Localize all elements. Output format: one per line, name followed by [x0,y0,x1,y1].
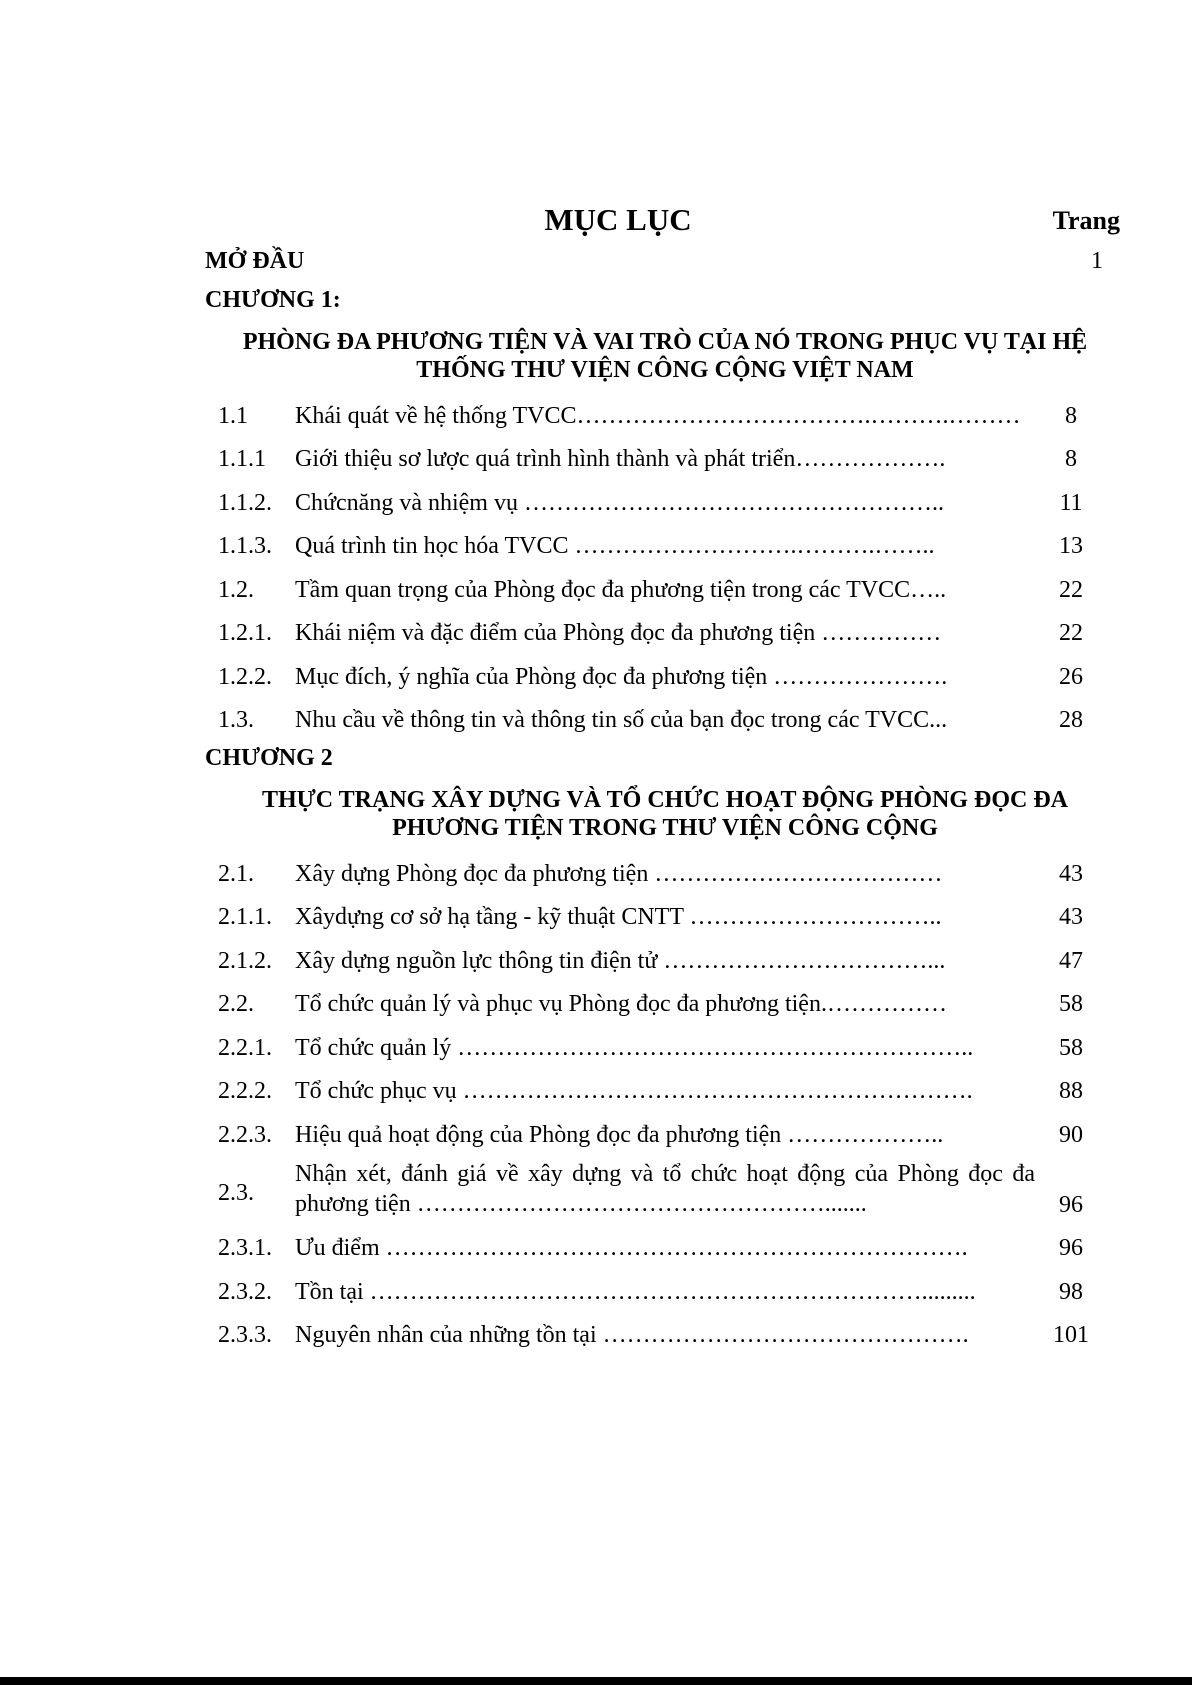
entry-page: 28 [1059,707,1083,733]
entry-number: 2.2. [218,991,254,1017]
entry-page: 90 [1059,1121,1083,1148]
entry-page: 58 [1059,991,1083,1017]
chapter-1-entries [205,392,1125,740]
toc-entry[interactable] [205,436,1125,480]
entry-title: Tồn tại ……………………………………………………………......... [295,1278,976,1305]
entry-title: Tổ chức quản lý và phục vụ Phòng đọc đa phương tiện.…………… [295,991,947,1017]
entry-title: Nhu cầu về thông tin và thông tin số của bạn đọc trong các TVCC... [295,707,948,733]
entry-page: 47 [1059,947,1083,974]
entry-title: Giới thiệu sơ lược quá trình hình thành và phát triển………………. [295,446,946,472]
entry-title: Khái niệm và đặc điểm của Phòng đọc đa phương tiện …………… [295,620,942,646]
toc-entry[interactable] [205,1312,1125,1356]
entry-title: Mục đích, ý nghĩa của Phòng đọc đa phương tiện …………………. [295,663,948,690]
chapter-2-label: CHƯƠNG 2 [205,745,333,771]
chapter-1-title-line-1: PHÒNG ĐA PHƯƠNG TIỆN VÀ VAI TRÒ CỦA NÓ TRONG PHỤC VỤ TẠI HỆ [242,329,1088,355]
entry-page: 43 [1059,860,1083,887]
toc-entry[interactable] [205,937,1125,981]
toc-entry[interactable] [205,610,1125,654]
entry-title: Nguyên nhân của những tồn tại ………………………………………. [295,1322,969,1348]
entry-number: 2.3. [218,1180,254,1206]
entry-number: 1.3. [218,707,254,733]
entry-number: 2.3.1. [218,1235,272,1261]
page-column-label: Trang [1052,206,1120,235]
entry-page: 43 [1059,904,1083,930]
entry-title: Quá trình tin học hóa TVCC ……………………….……….…….. [295,533,935,559]
entry-title: Xây dựng nguồn lực thông tin điện tử ……………………………... [295,947,946,974]
entry-number: 2.2.2. [218,1078,272,1104]
entry-number: 2.2.3. [218,1121,272,1148]
toc-entry[interactable] [205,1268,1125,1312]
intro-label: MỞ ĐẦU [205,248,305,274]
entry-number: 2.2.1. [218,1034,272,1061]
entry-page: 96 [1059,1235,1083,1261]
entry-number: 1.1.2. [218,489,272,516]
toc-entry[interactable] [205,850,1125,894]
toc-entry[interactable] [205,392,1125,436]
toc-entry[interactable] [205,479,1125,523]
chapter-2-title [205,778,1125,850]
entry-number: 1.1.1 [218,446,266,472]
entry-page: 98 [1059,1278,1083,1305]
toc-entry[interactable] [205,566,1125,610]
chapter-2-title-line-2: PHƯƠNG TIỆN TRONG THƯ VIỆN CÔNG CỘNG [392,815,938,841]
toc-entry[interactable] [205,1024,1125,1068]
intro-page: 1 [1091,248,1103,274]
bottom-border [0,1677,1192,1685]
toc-entry[interactable] [205,1068,1125,1112]
entry-page: 11 [1059,489,1083,516]
entry-title: Tổ chức phục vụ ………………………………………………………. [295,1078,973,1104]
chapter-1-title-line-2: THỐNG THƯ VIỆN CÔNG CỘNG VIỆT NAM [416,357,914,383]
entry-page: 96 [1059,1191,1083,1218]
entry-number: 2.1.2. [218,947,272,974]
entry-number: 2.1.1. [218,904,272,930]
chapter-1-label: CHƯƠNG 1: [205,287,341,313]
entry-number: 1.2.2. [218,663,272,690]
entry-title: Nhận xét, đánh giá về xây dựng và tổ chức hoạt động của Phòng đọc đa phương tiện ……………………………………………....... [295,1160,1035,1217]
entry-title: Tầm quan trọng của Phòng đọc đa phương tiện trong các TVCC….. [295,576,947,603]
toc-entry[interactable] [205,1155,1125,1225]
toc-entry[interactable] [205,981,1125,1025]
entry-number: 1.1.3. [218,533,272,559]
toc-entry[interactable] [205,653,1125,697]
entry-title: Xây dựng Phòng đọc đa phương tiện ……………………………… [295,860,943,887]
entry-number: 2.1. [218,860,254,887]
table-of-contents [205,196,1125,1355]
toc-header [205,196,1125,240]
toc-entry[interactable] [205,1225,1125,1269]
entry-title: Xâydựng cơ sở hạ tầng - kỹ thuật CNTT ………………………….. [295,904,942,930]
toc-intro-row [205,240,1125,282]
entry-title: Khái quát về hệ thống TVCC……………………………….……….……… [295,402,1021,429]
entry-page: 101 [1053,1322,1089,1348]
entry-page: 88 [1059,1078,1083,1104]
entry-title: Tổ chức quản lý ……………………………………………………….. [295,1034,974,1061]
entry-page: 8 [1065,446,1077,472]
entry-number: 2.3.2. [218,1278,272,1305]
entry-page: 58 [1059,1034,1083,1061]
entry-number: 1.2. [218,576,254,603]
entry-number: 1.1 [218,402,248,429]
toc-entry[interactable] [205,1111,1125,1155]
entry-page: 8 [1065,402,1077,429]
chapter-1-title [205,320,1125,392]
entry-title: Hiệu quả hoạt động của Phòng đọc đa phương tiện ……………….. [295,1121,944,1148]
entry-number: 1.2.1. [218,620,272,646]
toc-title: MỤC LỤC [544,202,692,237]
toc-entry[interactable] [205,523,1125,567]
entry-title: Chứcnăng và nhiệm vụ …………………………………………….. [295,489,944,516]
entry-page: 22 [1059,620,1083,646]
chapter-2-title-line-1: THỰC TRẠNG XÂY DỰNG VÀ TỔ CHỨC HOẠT ĐỘNG PHÒNG ĐỌC ĐA [261,787,1069,813]
chapter-2-entries [205,850,1125,1355]
entry-page: 22 [1059,576,1083,603]
entry-page: 13 [1059,533,1083,559]
entry-number: 2.3.3. [218,1322,272,1348]
entry-title: Ưu điểm ………………………………………………………………. [295,1235,968,1261]
toc-entry[interactable] [205,894,1125,938]
toc-entry[interactable] [205,697,1125,741]
entry-page: 26 [1059,663,1083,690]
